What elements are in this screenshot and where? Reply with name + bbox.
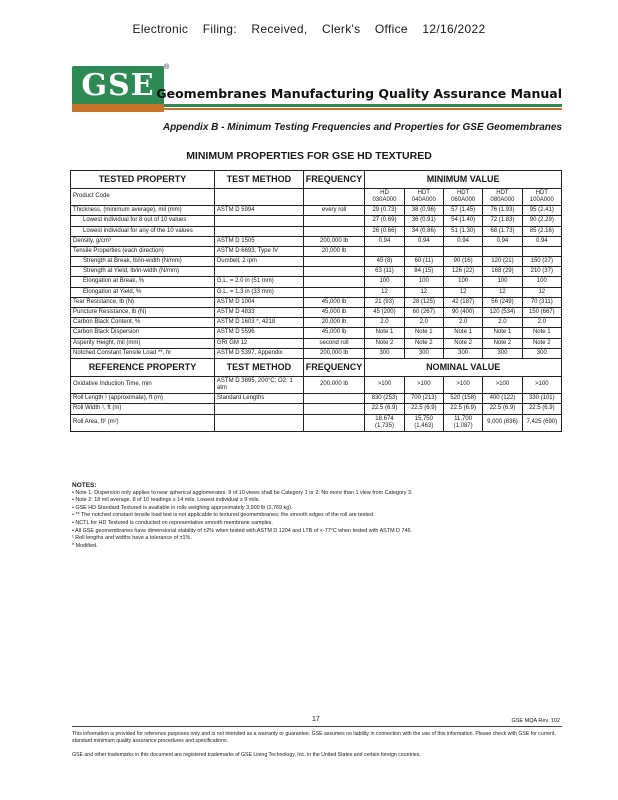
table-row <box>71 297 562 307</box>
value-cell: Note 2 <box>404 338 443 348</box>
value-cell: 9,000 (836) <box>483 414 522 431</box>
frequency-cell: every roll <box>303 206 365 216</box>
frequency-cell: 20,000 lb <box>303 318 365 328</box>
value-cell: 21 (93) <box>365 297 404 307</box>
table-row <box>71 394 562 404</box>
method-cell: ASTM D 4833 <box>214 308 303 318</box>
header-frequency: FREQUENCY <box>303 171 365 189</box>
method-cell: ASTM D 1004 <box>214 297 303 307</box>
frequency-cell: second roll <box>303 338 365 348</box>
footer-trademark: GSE and other trademarks in this document are registered trademarks of GSE Lining Technology, Inc. in the United States and certain foreign countries. <box>72 752 421 758</box>
header-nominal-value: NOMINAL VALUE <box>365 358 562 376</box>
value-cell <box>522 246 561 256</box>
value-cell: 100 <box>404 277 443 287</box>
value-cell: Note 2 <box>365 338 404 348</box>
header-rule-green <box>164 104 562 107</box>
method-cell: ASTM D 6693, Type IV <box>214 246 303 256</box>
value-cell: 60 (267) <box>404 308 443 318</box>
notes-section <box>72 482 562 550</box>
table-row <box>71 216 562 226</box>
value-cell: 76 (1.93) <box>483 206 522 216</box>
frequency-cell: 45,000 lb <box>303 328 365 338</box>
table-row <box>71 404 562 414</box>
note-item: • GSE HD Standard Textured is available in rolls weighing approximately 3,900 lb (1,769 kg). <box>72 504 293 511</box>
property-cell: Strength at Break, lb/in-width (N/mm) <box>71 257 215 267</box>
table-row <box>71 308 562 318</box>
property-cell: Carbon Black Content, % <box>71 318 215 328</box>
product-code-cell: HDT 040A000 <box>404 188 443 205</box>
header-test-method: TEST METHOD <box>214 171 303 189</box>
registered-mark: ® <box>164 64 170 71</box>
value-cell: 830 (253) <box>365 394 404 404</box>
value-cell: 330 (101) <box>522 394 561 404</box>
note-item: • ** The notched constant tensile load test is not applicable to textured geomembranes; the smooth edges of the roll are tested. <box>72 512 375 519</box>
value-cell: 22.5 (6.9) <box>522 404 561 414</box>
method-cell <box>214 267 303 277</box>
value-cell: Note 2 <box>443 338 482 348</box>
product-code-label: Product Code <box>71 188 215 205</box>
value-cell <box>443 246 482 256</box>
frequency-cell <box>303 394 365 404</box>
frequency-cell: 45,000 lb <box>303 308 365 318</box>
main-table-body <box>71 188 562 358</box>
table-row <box>71 236 562 246</box>
header-ref-test-method: TEST METHOD <box>214 358 303 376</box>
method-cell: G.L. = 2.0 in (51 mm) <box>214 277 303 287</box>
note-item: • Note 2: 18 mil average. 8 of 10 readings ≥ 14 mils. Lowest individual ≥ 9 mils. <box>72 497 260 504</box>
property-cell: Lowest individual for any of the 10 values <box>71 226 215 236</box>
value-cell: 56 (249) <box>483 297 522 307</box>
value-cell: 22.5 (6.9) <box>365 404 404 414</box>
value-cell: Note 2 <box>483 338 522 348</box>
product-code-row <box>71 188 562 205</box>
value-cell: >100 <box>404 376 443 393</box>
value-cell: 300 <box>483 348 522 358</box>
value-cell: 0.94 <box>443 236 482 246</box>
value-cell: 22.5 (6.9) <box>443 404 482 414</box>
value-cell: 0.94 <box>483 236 522 246</box>
value-cell: Note 1 <box>443 328 482 338</box>
value-cell: 700 (213) <box>404 394 443 404</box>
value-cell: 95 (2.41) <box>522 206 561 216</box>
property-cell: Thickness, (minimum average), mil (mm) <box>71 206 215 216</box>
value-cell: 2.0 <box>404 318 443 328</box>
frequency-cell: 200,000 lb <box>303 348 365 358</box>
property-cell: Density, g/cm³ <box>71 236 215 246</box>
value-cell: 12 <box>365 287 404 297</box>
page-number: 17 <box>312 716 320 723</box>
method-cell <box>214 404 303 414</box>
value-cell: 300 <box>443 348 482 358</box>
value-cell: >100 <box>483 376 522 393</box>
value-cell: 90 (400) <box>443 308 482 318</box>
value-cell: Note 1 <box>404 328 443 338</box>
value-cell: 12 <box>522 287 561 297</box>
value-cell: 57 (1.45) <box>443 206 482 216</box>
product-code-cell: HDT 060A000 <box>443 188 482 205</box>
value-cell: 68 (1.73) <box>483 226 522 236</box>
value-cell: 27 (0.69) <box>365 216 404 226</box>
value-cell: >100 <box>443 376 482 393</box>
product-code-cell: HD 030A000 <box>365 188 404 205</box>
frequency-cell <box>303 404 365 414</box>
frequency-cell <box>303 267 365 277</box>
method-cell: ASTM D 1505 <box>214 236 303 246</box>
value-cell: 300 <box>365 348 404 358</box>
property-cell: Notched Constant Tensile Load **, hr <box>71 348 215 358</box>
value-cell: 15,750 (1,463) <box>404 414 443 431</box>
frequency-cell: 200,000 lb <box>303 376 365 393</box>
property-cell: Oxidative Induction Time, min <box>71 376 215 393</box>
property-cell: Elongation at Yield, % <box>71 287 215 297</box>
value-cell: 150 (667) <box>522 308 561 318</box>
table-row <box>71 226 562 236</box>
header-rule-orange <box>164 108 562 110</box>
value-cell: 26 (0.66) <box>365 226 404 236</box>
table-row <box>71 277 562 287</box>
table-row <box>71 338 562 348</box>
property-cell: Strength at Yield, lb/in-width (N/mm) <box>71 267 215 277</box>
value-cell: 2.0 <box>483 318 522 328</box>
value-cell: 63 (11) <box>365 267 404 277</box>
property-cell: Tensile Properties (each direction) <box>71 246 215 256</box>
method-cell <box>214 216 303 226</box>
table-row <box>71 328 562 338</box>
value-cell: 520 (158) <box>443 394 482 404</box>
value-cell <box>404 246 443 256</box>
header-tested-property: TESTED PROPERTY <box>71 171 215 189</box>
note-item: • All GSE geomembranes have dimensional stability of ±2% when tested with ASTM D 1204 and LTB of <-77°C when tested with ASTM D 746. <box>72 527 412 534</box>
property-cell: Carbon Black Dispersion <box>71 328 215 338</box>
value-cell: 120 (21) <box>483 257 522 267</box>
method-cell <box>214 226 303 236</box>
value-cell: 0.94 <box>365 236 404 246</box>
value-cell: 12 <box>404 287 443 297</box>
notes-title: NOTES: <box>72 482 97 489</box>
frequency-cell <box>303 257 365 267</box>
value-cell: 120 (534) <box>483 308 522 318</box>
header-reference-property: REFERENCE PROPERTY <box>71 358 215 376</box>
value-cell: 400 (122) <box>483 394 522 404</box>
frequency-cell <box>303 216 365 226</box>
method-cell <box>214 414 303 431</box>
value-cell: 90 (16) <box>443 257 482 267</box>
value-cell: 22.5 (6.9) <box>404 404 443 414</box>
value-cell: 300 <box>404 348 443 358</box>
value-cell: >100 <box>522 376 561 393</box>
value-cell: 34 (0.86) <box>404 226 443 236</box>
value-cell: 12 <box>483 287 522 297</box>
value-cell: 300 <box>522 348 561 358</box>
value-cell: 22.5 (6.9) <box>483 404 522 414</box>
value-cell: 18,674 (1,735) <box>365 414 404 431</box>
value-cell: 28 (125) <box>404 297 443 307</box>
value-cell <box>483 246 522 256</box>
frequency-cell <box>303 414 365 431</box>
product-code-cell: HDT 080A000 <box>483 188 522 205</box>
value-cell: 51 (1.30) <box>443 226 482 236</box>
value-cell: 45 (8) <box>365 257 404 267</box>
value-cell: 45 (200) <box>365 308 404 318</box>
value-cell: 2.0 <box>443 318 482 328</box>
value-cell: 100 <box>522 277 561 287</box>
value-cell: Note 1 <box>365 328 404 338</box>
frequency-cell: 200,000 lb <box>303 236 365 246</box>
table-row <box>71 246 562 256</box>
method-cell: GRI GM 12 <box>214 338 303 348</box>
document-id: GSE MQA Rev. 102 <box>511 718 560 724</box>
method-cell: ASTM D 5596 <box>214 328 303 338</box>
value-cell: 0.94 <box>404 236 443 246</box>
reference-header-body <box>71 358 562 376</box>
product-code-cell: HDT 100A000 <box>522 188 561 205</box>
value-cell: 7,425 (690) <box>522 414 561 431</box>
method-cell: G.L. = 1.3 in (33 mm) <box>214 287 303 297</box>
method-cell: Dumbell, 2 ipm <box>214 257 303 267</box>
value-cell: >100 <box>365 376 404 393</box>
frequency-cell <box>303 277 365 287</box>
section-title: MINIMUM PROPERTIES FOR GSE HD TEXTURED <box>186 150 432 162</box>
table-row <box>71 206 562 216</box>
method-cell: ASTM D 5994 <box>214 206 303 216</box>
value-cell: 70 (311) <box>522 297 561 307</box>
table-row <box>71 414 562 431</box>
frequency-cell <box>303 287 365 297</box>
manual-title: Geomembranes Manufacturing Quality Assurance Manual <box>156 86 562 101</box>
value-cell: 60 (11) <box>404 257 443 267</box>
table-row <box>71 267 562 277</box>
value-cell: 150 (27) <box>522 257 561 267</box>
value-cell: 168 (29) <box>483 267 522 277</box>
note-item: • Note 1: Dispersion only applies to near spherical agglomerates. 9 of 10 views shall be Category 1 or 2. No more than 1 view from Category 3. <box>72 489 413 496</box>
value-cell: 12 <box>443 287 482 297</box>
value-cell: 210 (37) <box>522 267 561 277</box>
value-cell: 36 (0.91) <box>404 216 443 226</box>
method-cell: ASTM D 5397, Appendix <box>214 348 303 358</box>
reference-table-body <box>71 376 562 431</box>
value-cell: 29 (0.73) <box>365 206 404 216</box>
table-row <box>71 348 562 358</box>
gse-logo: GSE <box>72 66 164 106</box>
property-cell: Elongation at Break, % <box>71 277 215 287</box>
property-cell: Roll Length ¹ (approximate), ft (m) <box>71 394 215 404</box>
value-cell: 11,700 (1,087) <box>443 414 482 431</box>
value-cell <box>365 246 404 256</box>
value-cell: 100 <box>365 277 404 287</box>
notes-list <box>72 490 562 551</box>
note-item: • NCTL for HD Textured is conducted on representative smooth membrane samples. <box>72 519 273 526</box>
value-cell: 38 (0.96) <box>404 206 443 216</box>
table-row <box>71 318 562 328</box>
value-cell: 100 <box>483 277 522 287</box>
properties-table <box>70 170 562 432</box>
value-cell: 0.94 <box>522 236 561 246</box>
footer-divider <box>72 726 562 727</box>
property-cell: Roll Width ¹, ft (m) <box>71 404 215 414</box>
note-item: ¹ Roll lengths and widths have a tolerance of ±1%. <box>72 535 192 542</box>
table-row <box>71 376 562 393</box>
value-cell: 84 (15) <box>404 267 443 277</box>
value-cell: 42 (187) <box>443 297 482 307</box>
property-cell: Puncture Resistance, lb (N) <box>71 308 215 318</box>
value-cell: 2.0 <box>365 318 404 328</box>
value-cell: Note 1 <box>483 328 522 338</box>
method-cell: Standard Lengths <box>214 394 303 404</box>
table-row <box>71 287 562 297</box>
table-row <box>71 257 562 267</box>
header-minimum-value: MINIMUM VALUE <box>365 171 562 189</box>
note-item: * Modified. <box>72 542 98 549</box>
value-cell: 72 (1.83) <box>483 216 522 226</box>
value-cell: 100 <box>443 277 482 287</box>
footer-disclaimer: This information is provided for reference purposes only and is not intended as a warranty or guarantee. GSE assumes no liability in connection with the use of this information. Please check with GSE for current, standard minimum quality assurance procedures and specifications. <box>72 731 556 744</box>
value-cell: 85 (2.16) <box>522 226 561 236</box>
filing-stamp: Electronic Filing: Received, Clerk's Office 12/16/2022 <box>132 22 486 36</box>
property-cell: Lowest individual for 8 out of 10 values <box>71 216 215 226</box>
frequency-cell: 45,000 lb <box>303 297 365 307</box>
value-cell: 126 (22) <box>443 267 482 277</box>
value-cell: 2.0 <box>522 318 561 328</box>
property-cell: Roll Area, ft² (m²) <box>71 414 215 431</box>
method-cell: ASTM D 1603 *, 4218 <box>214 318 303 328</box>
appendix-title: Appendix B - Minimum Testing Frequencies and Properties for GSE Geomembranes <box>162 122 562 133</box>
header-ref-frequency: FREQUENCY <box>303 358 365 376</box>
logo-accent-bar <box>72 104 164 112</box>
frequency-cell: 20,000 lb <box>303 246 365 256</box>
value-cell: 54 (1.40) <box>443 216 482 226</box>
property-cell: Asperity Height, mil (mm) <box>71 338 215 348</box>
property-cell: Tear Resistance, lb (N) <box>71 297 215 307</box>
value-cell: Note 2 <box>522 338 561 348</box>
value-cell: Note 1 <box>522 328 561 338</box>
value-cell: 90 (2.29) <box>522 216 561 226</box>
frequency-cell <box>303 226 365 236</box>
method-cell: ASTM D 3895, 200°C; O2, 1 atm <box>214 376 303 393</box>
